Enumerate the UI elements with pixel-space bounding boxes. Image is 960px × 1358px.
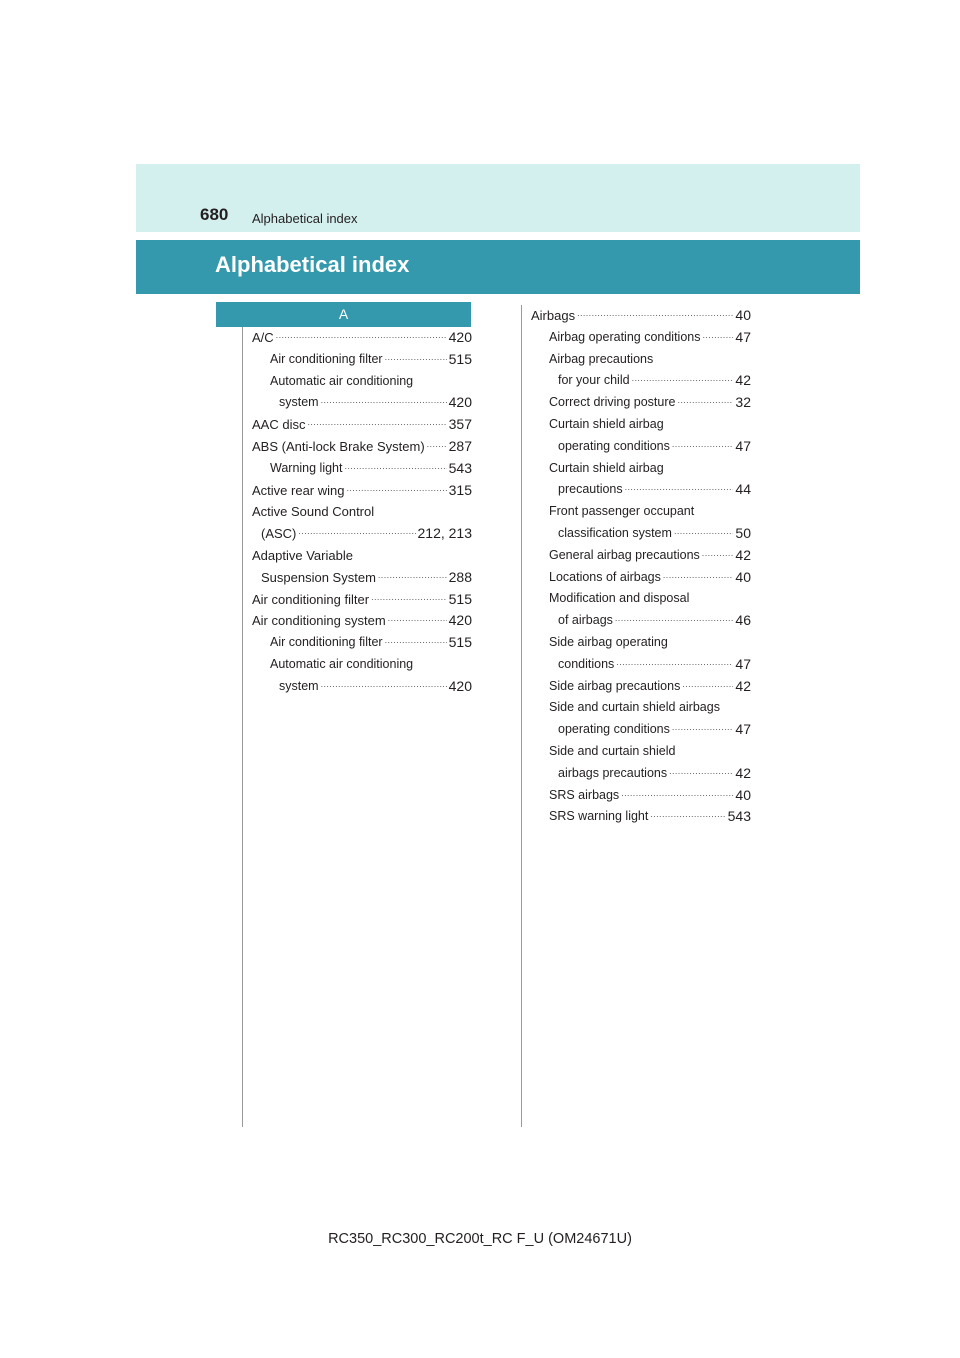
page-reference[interactable]: 46	[735, 612, 751, 629]
dot-leader	[663, 565, 734, 587]
index-term: Airbag operating conditions	[549, 329, 701, 344]
dot-leader	[650, 804, 725, 826]
index-term: Side airbag precautions	[549, 678, 681, 693]
index-term: Curtain shield airbag	[549, 416, 664, 431]
page-reference[interactable]: 42	[735, 677, 751, 694]
index-line	[531, 501, 751, 523]
index-line	[531, 523, 751, 545]
index-term: General airbag precautions	[549, 547, 700, 562]
index-line	[531, 349, 751, 371]
index-entry	[252, 480, 472, 502]
dot-leader	[702, 543, 734, 565]
index-entry	[531, 697, 751, 741]
index-entry	[252, 545, 472, 589]
index-entry	[252, 654, 472, 698]
index-line	[252, 567, 472, 589]
index-line	[252, 589, 472, 611]
index-entry	[252, 349, 472, 371]
page-number: 680	[200, 205, 229, 224]
index-line	[531, 458, 751, 480]
column-rule-right	[521, 305, 522, 1127]
page-reference[interactable]: 40	[735, 307, 751, 323]
index-line	[252, 632, 472, 654]
index-line	[531, 676, 751, 698]
page-reference[interactable]: 420	[448, 329, 472, 345]
dot-leader	[625, 477, 734, 499]
dot-leader	[616, 652, 733, 674]
index-line	[531, 806, 751, 828]
index-term: Active rear wing	[252, 482, 345, 498]
index-line	[252, 654, 472, 676]
index-column-right	[531, 305, 751, 828]
index-term: Air conditioning filter	[270, 635, 383, 650]
running-head: Alphabetical index	[252, 211, 358, 226]
page-reference[interactable]: 212, 213	[417, 525, 472, 542]
page-reference[interactable]: 40	[735, 568, 751, 585]
page-reference[interactable]: 50	[735, 524, 751, 541]
index-term: Curtain shield airbag	[549, 460, 664, 475]
index-entry	[531, 676, 751, 698]
page-reference[interactable]: 420	[448, 612, 472, 629]
index-line	[252, 414, 472, 436]
index-entry	[252, 501, 472, 545]
index-line	[531, 654, 751, 676]
index-entry	[252, 371, 472, 415]
index-entry	[531, 458, 751, 502]
index-term: airbags precautions	[558, 765, 668, 780]
index-term: Adaptive Variable	[252, 547, 353, 563]
column-rule-left	[242, 305, 243, 1127]
index-term: Side and curtain shield	[549, 743, 676, 758]
dot-leader	[682, 674, 733, 696]
index-entry	[252, 589, 472, 611]
index-term: Suspension System	[261, 569, 376, 585]
dot-leader	[276, 325, 447, 347]
index-term: Automatic air conditioning	[270, 656, 414, 671]
index-term: (ASC)	[261, 526, 297, 542]
dot-leader	[378, 565, 447, 587]
index-entry	[252, 414, 472, 436]
index-term: ABS (Anti-lock Brake System)	[252, 438, 425, 454]
index-term: operating conditions	[558, 722, 670, 737]
index-line	[531, 785, 751, 807]
index-term: A/C	[252, 330, 274, 345]
index-entry	[531, 305, 751, 327]
index-entry	[531, 545, 751, 567]
dot-leader	[346, 478, 446, 500]
index-line	[531, 327, 751, 349]
index-line	[531, 763, 751, 785]
index-line	[252, 676, 472, 698]
page-reference[interactable]: 543	[448, 459, 472, 476]
dot-leader	[385, 630, 447, 652]
index-entry	[531, 567, 751, 589]
index-term: system	[279, 678, 319, 693]
dot-leader	[672, 434, 734, 456]
page-reference[interactable]: 515	[448, 350, 472, 367]
dot-leader	[321, 390, 447, 412]
dot-leader	[321, 674, 447, 696]
index-line	[252, 349, 472, 371]
index-line	[252, 501, 472, 523]
dot-leader	[577, 303, 733, 325]
header-band	[136, 164, 860, 232]
index-entry	[252, 610, 472, 632]
page-title: Alphabetical index	[215, 252, 410, 277]
dot-leader	[615, 608, 734, 630]
index-term: Side airbag operating	[549, 634, 668, 649]
index-term: Airbag precautions	[549, 351, 654, 366]
dot-leader	[371, 587, 447, 609]
index-term: Air conditioning filter	[270, 351, 383, 366]
index-line	[531, 697, 751, 719]
page-reference[interactable]: 288	[448, 568, 472, 585]
page-reference[interactable]: 515	[448, 590, 472, 607]
index-line	[531, 588, 751, 610]
page-reference[interactable]: 287	[448, 437, 472, 454]
index-term: Locations of airbags	[549, 569, 661, 584]
page-reference[interactable]: 543	[727, 808, 751, 825]
index-entry	[531, 632, 751, 676]
index-line	[531, 392, 751, 414]
index-line	[531, 545, 751, 567]
index-term: Side and curtain shield airbags	[549, 700, 720, 715]
index-entry	[531, 741, 751, 785]
index-term: SRS warning light	[549, 809, 649, 824]
index-term: Correct driving posture	[549, 395, 676, 410]
index-line	[531, 479, 751, 501]
index-term: Warning light	[270, 460, 343, 475]
dot-leader	[427, 434, 447, 456]
index-entry	[531, 327, 751, 349]
index-term: of airbags	[558, 613, 613, 628]
index-entry	[531, 806, 751, 828]
dot-leader	[672, 717, 734, 739]
page-reference[interactable]: 47	[735, 721, 751, 738]
index-term: Air conditioning filter	[252, 591, 370, 607]
index-term: Modification and disposal	[549, 591, 690, 606]
index-entry	[252, 458, 472, 480]
dot-leader	[388, 608, 447, 630]
footer-model-code: RC350_RC300_RC200t_RC F_U (OM24671U)	[328, 1231, 632, 1247]
index-term: Active Sound Control	[252, 504, 375, 520]
dot-leader	[674, 521, 733, 543]
dot-leader	[621, 783, 733, 805]
dot-leader	[307, 412, 446, 434]
index-term: conditions	[558, 656, 615, 671]
index-line	[531, 414, 751, 436]
index-line	[252, 610, 472, 632]
index-entry	[531, 349, 751, 393]
dot-leader	[345, 456, 447, 478]
index-line	[531, 610, 751, 632]
page-reference[interactable]: 420	[448, 394, 472, 411]
page-reference[interactable]: 515	[448, 634, 472, 651]
dot-leader	[669, 761, 733, 783]
index-term: Automatic air conditioning	[270, 373, 414, 388]
page-reference[interactable]: 357	[448, 416, 472, 433]
index-line	[531, 719, 751, 741]
index-entry	[531, 392, 751, 414]
index-line	[531, 436, 751, 458]
index-line	[531, 370, 751, 392]
index-line	[252, 545, 472, 567]
index-term: Airbags	[531, 308, 576, 323]
dot-leader	[298, 521, 415, 543]
dot-leader	[385, 347, 447, 369]
page-reference[interactable]: 42	[735, 764, 751, 781]
index-line	[252, 458, 472, 480]
index-line	[252, 480, 472, 502]
index-term: Front passenger occupant	[549, 504, 695, 519]
index-column-left	[252, 327, 472, 698]
page-reference[interactable]: 40	[735, 786, 751, 803]
index-entry	[252, 327, 472, 349]
index-term: SRS airbags	[549, 787, 620, 802]
index-entry	[531, 414, 751, 458]
index-entry	[252, 632, 472, 654]
page-reference[interactable]: 315	[448, 481, 472, 498]
index-line	[252, 327, 472, 349]
page-reference[interactable]: 32	[735, 394, 751, 411]
index-line	[252, 523, 472, 545]
index-term: for your child	[558, 373, 630, 388]
page-reference[interactable]: 47	[735, 328, 751, 345]
index-term: system	[279, 395, 319, 410]
index-line	[252, 392, 472, 414]
page-reference[interactable]: 42	[735, 546, 751, 563]
page-reference[interactable]: 42	[735, 372, 751, 389]
dot-leader	[677, 390, 733, 412]
index-entry	[531, 501, 751, 545]
index-entry	[531, 588, 751, 632]
index-line	[531, 305, 751, 327]
page-reference[interactable]: 420	[448, 677, 472, 694]
index-term: Air conditioning system	[252, 613, 386, 629]
index-term: operating conditions	[558, 438, 670, 453]
dot-leader	[632, 368, 734, 390]
index-term: classification system	[558, 525, 672, 540]
index-line	[531, 567, 751, 589]
page-reference[interactable]: 44	[735, 481, 751, 498]
index-entry	[531, 785, 751, 807]
dot-leader	[703, 325, 734, 347]
index-term: AAC disc	[252, 417, 306, 433]
index-line	[252, 371, 472, 393]
section-letter-tab: A	[216, 302, 471, 327]
index-line	[531, 632, 751, 654]
index-line	[531, 741, 751, 763]
index-entry	[252, 436, 472, 458]
index-term: precautions	[558, 482, 623, 497]
index-line	[252, 436, 472, 458]
page-reference[interactable]: 47	[735, 655, 751, 672]
page-reference[interactable]: 47	[735, 437, 751, 454]
